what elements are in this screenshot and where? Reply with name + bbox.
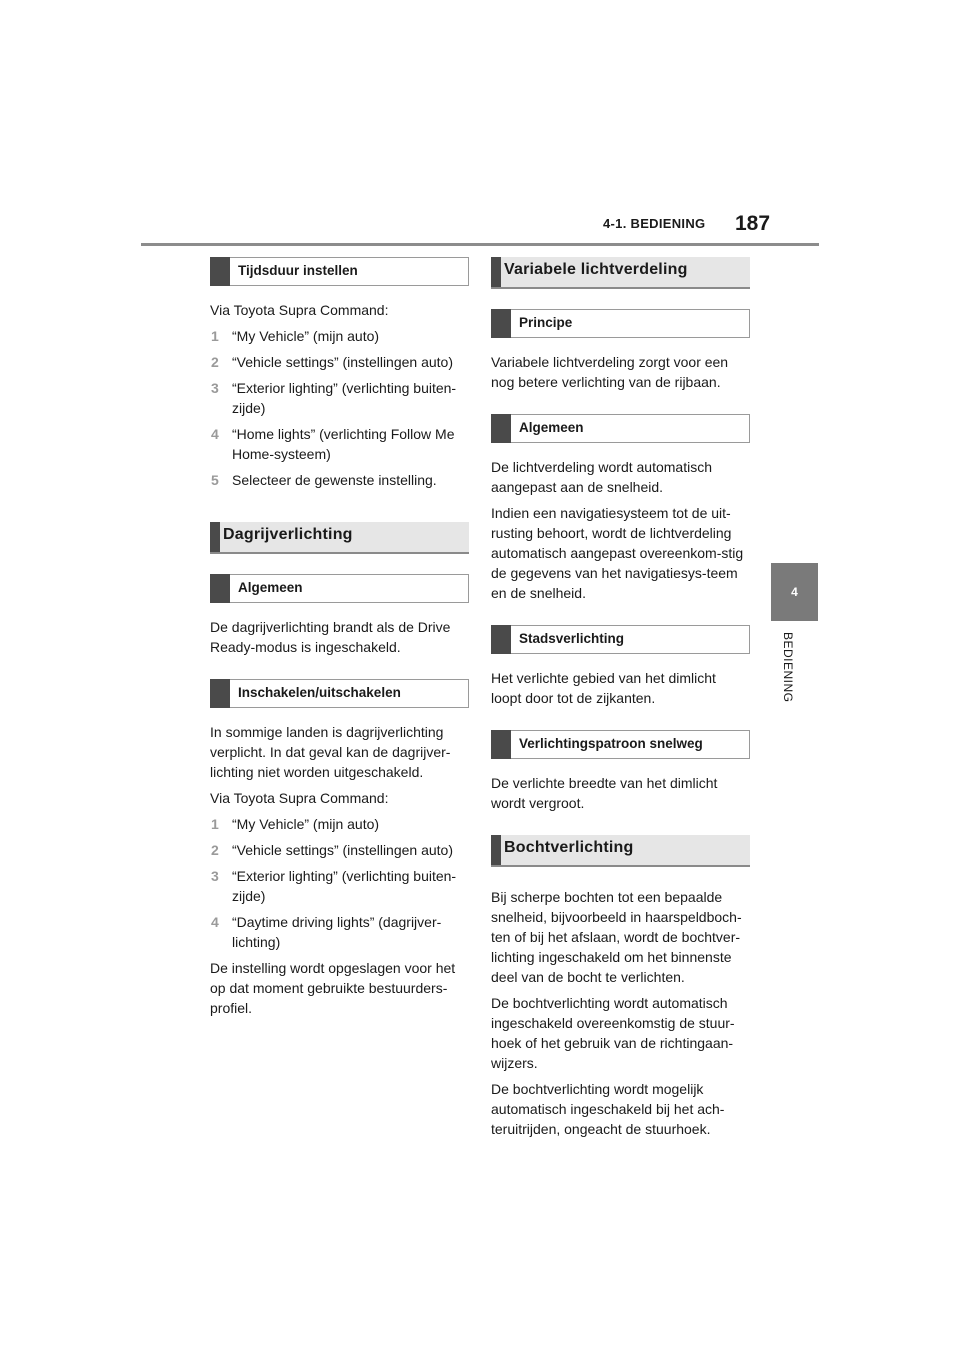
step-text: “My Vehicle” (mijn auto) (232, 816, 380, 832)
chapter-label: BEDIENING (781, 632, 795, 703)
right-column (491, 257, 750, 1145)
step-text: “Home lights” (verlichting Follow Me Home-systeem) (232, 426, 455, 462)
step-number: 4 (211, 426, 219, 442)
heading-variabele-lichtverdeling (491, 257, 750, 289)
subheading-tijdsduur (210, 257, 469, 286)
step-text: “My Vehicle” (mijn auto) (232, 328, 380, 344)
list-item (210, 326, 469, 346)
section-title: 4-1. BEDIENING (603, 216, 706, 231)
step-number: 2 (211, 354, 219, 370)
paragraph: Bij scherpe bochten tot een bepaalde snelheid, bijvoorbeeld in haarspeldboch-ten of bij het afslaan, wordt de bochtver-lichting ingeschakeld om het binnenste deel van de bocht te verlichten. (491, 889, 742, 985)
heading-text: Dagrijverlichting (223, 526, 353, 543)
step-text: “Daytime driving lights” (dagrijver-lichting) (232, 914, 442, 950)
list-item (210, 912, 469, 952)
subheading-marker (491, 730, 511, 759)
paragraph: Het verlichte gebied van het dimlicht loopt door tot de zijkanten. (491, 670, 716, 706)
heading-text: Variabele lichtverdeling (504, 261, 688, 278)
step-number: 1 (211, 328, 219, 344)
subheading-marker (491, 625, 511, 654)
subheading-stadsverlichting (491, 625, 750, 654)
subheading-marker (210, 257, 230, 286)
chapter-number: 4 (791, 585, 798, 599)
list-item (210, 378, 469, 418)
paragraph: Via Toyota Supra Command: (210, 302, 389, 318)
step-number: 5 (211, 472, 219, 488)
subheading-text: Algemeen (519, 420, 584, 435)
step-number: 4 (211, 914, 219, 930)
step-number: 2 (211, 842, 219, 858)
heading-marker (491, 835, 501, 865)
subheading-inschakelen (210, 679, 469, 708)
subheading-text: Algemeen (238, 580, 303, 595)
subheading-algemeen (210, 574, 469, 603)
step-text: “Exterior lighting” (verlichting buiten-zijde) (232, 380, 457, 416)
step-number: 3 (211, 868, 219, 884)
heading-text: Bochtverlichting (504, 839, 634, 856)
subheading-text: Verlichtingspatroon snelweg (519, 736, 703, 751)
paragraph: Via Toyota Supra Command: (210, 790, 389, 806)
paragraph: De lichtverdeling wordt automatisch aangepast aan de snelheid. (491, 459, 712, 495)
paragraph: De bochtverlichting wordt mogelijk automatisch ingeschakeld bij het ach-teruitrijden, ongeacht de stuurhoek. (491, 1081, 725, 1137)
heading-marker (210, 522, 220, 552)
subheading-algemeen (491, 414, 750, 443)
paragraph: De instelling wordt opgeslagen voor het op dat moment gebruikte bestuurders-profiel. (210, 960, 456, 1016)
paragraph: De bochtverlichting wordt automatisch ingeschakeld overeenkomstig de stuur-hoek of het gebruik van de richtingaan-wijzers. (491, 995, 735, 1071)
page-number: 187 (735, 212, 771, 235)
subheading-snelweg (491, 730, 750, 759)
chapter-tab (771, 563, 818, 621)
heading-dagrijverlichting (210, 522, 469, 554)
subheading-marker (491, 309, 511, 338)
subheading-marker (210, 679, 230, 708)
subheading-text: Inschakelen/uitschakelen (238, 685, 401, 700)
left-column (210, 257, 469, 1024)
heading-bochtverlichting (491, 835, 750, 867)
paragraph: Indien een navigatiesysteem tot de uit-rusting behoort, wordt de lichtverdeling automatisch aangepast overeenkom-stig de gegevens van het navigatiesys-teem en de snelheid. (491, 505, 744, 601)
step-text: “Vehicle settings” (instellingen auto) (232, 354, 454, 370)
list-item (210, 424, 469, 464)
subheading-text: Stadsverlichting (519, 631, 625, 646)
paragraph: Variabele lichtverdeling zorgt voor een nog betere verlichting van de rijbaan. (491, 354, 729, 390)
paragraph: De verlichte breedte van het dimlicht wordt vergroot. (491, 775, 718, 811)
step-number: 3 (211, 380, 219, 396)
header-divider (141, 243, 819, 246)
list-item (210, 840, 469, 860)
subheading-principe (491, 309, 750, 338)
subheading-text: Principe (519, 315, 573, 330)
subheading-marker (491, 414, 511, 443)
heading-marker (491, 257, 501, 287)
paragraph: In sommige landen is dagrijverlichting verplicht. In dat geval kan de dagrijver-lichting niet worden uitgeschakeld. (210, 724, 451, 780)
subheading-text: Tijdsduur instellen (238, 263, 358, 278)
step-text: Selecteer de gewenste instelling. (232, 472, 437, 488)
paragraph: De dagrijverlichting brandt als de Drive Ready-modus is ingeschakeld. (210, 619, 451, 655)
list-item (210, 814, 469, 834)
list-item (210, 352, 469, 372)
list-item (210, 470, 469, 490)
list-item (210, 866, 469, 906)
step-number: 1 (211, 816, 219, 832)
subheading-marker (210, 574, 230, 603)
step-text: “Exterior lighting” (verlichting buiten-zijde) (232, 868, 457, 904)
step-text: “Vehicle settings” (instellingen auto) (232, 842, 454, 858)
